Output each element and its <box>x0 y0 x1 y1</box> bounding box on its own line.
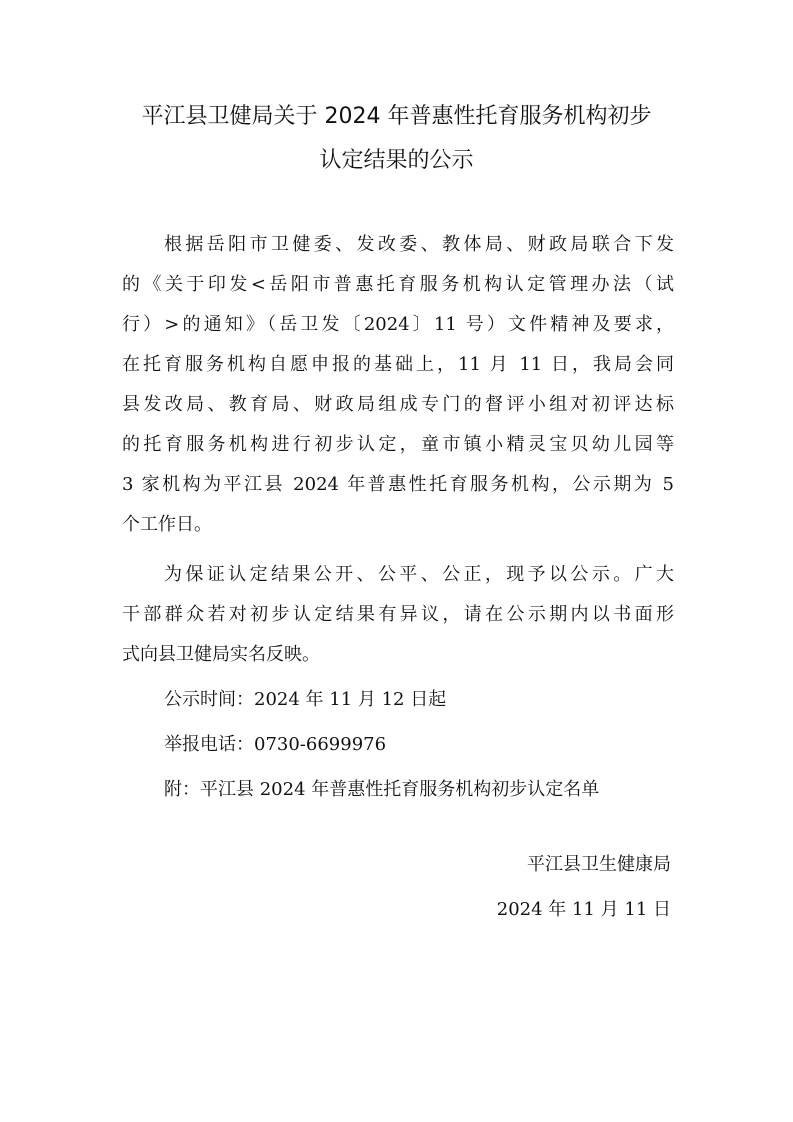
paragraph-1-line: 的《关于印发<岳阳市普惠托育服务机构认定管理办法（试 <box>122 274 674 295</box>
paragraph-1-line: 行）>的通知》（岳卫发〔2024〕11 号）文件精神及要求， <box>122 314 674 335</box>
paragraph-1-line: 的托育服务机构进行初步认定，童市镇小精灵宝贝幼儿园等 <box>122 434 674 455</box>
paragraph-1-line: 根据岳阳市卫健委、发改委、教体局、财政局联合下发 <box>164 234 674 255</box>
notice-time: 公示时间：2024 年 11 月 12 日起 <box>164 689 447 710</box>
paragraph-1-line: 个工作日。 <box>122 514 212 535</box>
document-title-line-2: 认定结果的公示 <box>319 148 474 173</box>
paragraph-2-line: 干部群众若对初步认定结果有异议，请在公示期内以书面形 <box>122 604 674 625</box>
paragraph-1-line: 在托育服务机构自愿申报的基础上，11 月 11 日，我局会同 <box>122 354 674 375</box>
signature-org: 平江县卫生健康局 <box>527 854 671 875</box>
attachment-note: 附：平江县 2024 年普惠性托育服务机构初步认定名单 <box>164 779 600 800</box>
paragraph-1-line: 县发改局、教育局、财政局组成专门的督评小组对初评达标 <box>122 394 674 415</box>
signature-date: 2024 年 11 月 11 日 <box>496 899 671 920</box>
paragraph-1-line: 3 家机构为平江县 2024 年普惠性托育服务机构，公示期为 5 <box>122 474 674 495</box>
report-phone: 举报电话：0730-6699976 <box>164 734 387 755</box>
paragraph-2-line: 式向县卫健局实名反映。 <box>122 644 320 665</box>
document-title-line-1: 平江县卫健局关于 2024 年普惠性托育服务机构初步 <box>141 104 652 129</box>
paragraph-2-line: 为保证认定结果公开、公平、公正，现予以公示。广大 <box>164 564 674 585</box>
